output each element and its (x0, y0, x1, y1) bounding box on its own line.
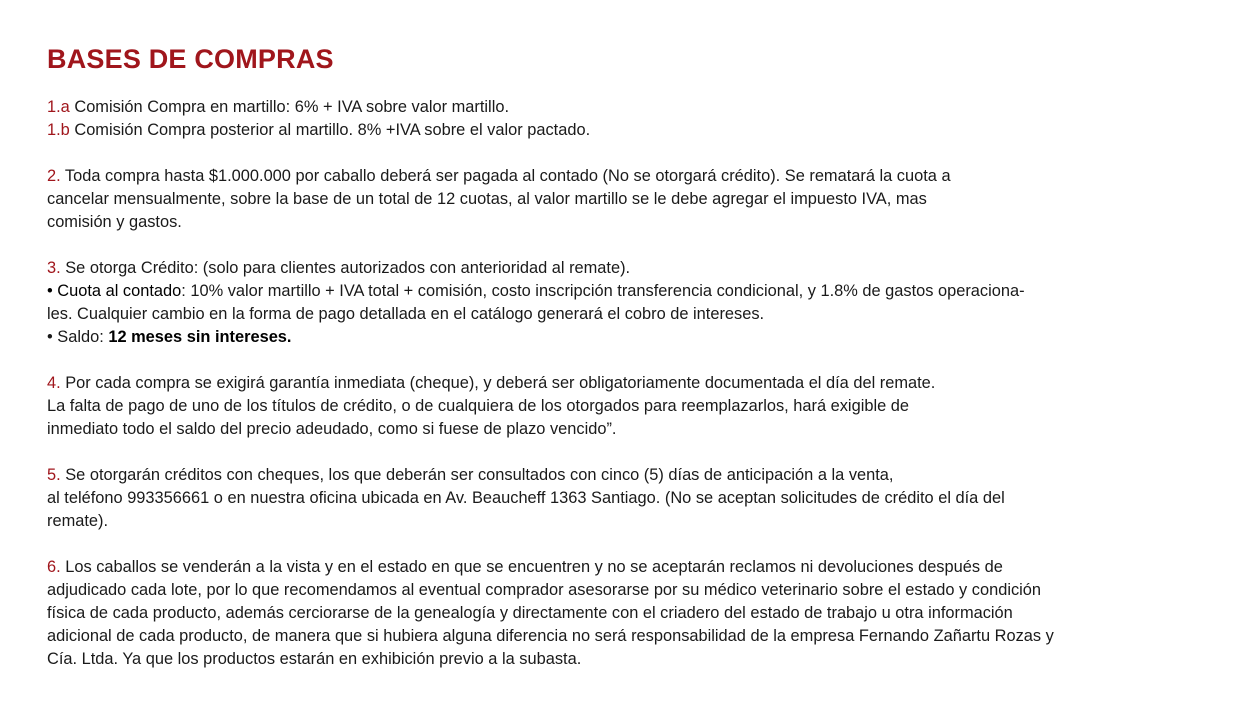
clause-number: 5. (47, 466, 61, 484)
clause-text: Comisión Compra posterior al martillo. 8% +IVA sobre el valor pactado. (69, 121, 591, 139)
clause-text: adjudicado cada lote, por lo que recomendamos al eventual comprador asesorarse por su médico veterinario sobre el estado y condición (47, 581, 1042, 599)
clause-text: Toda compra hasta $1.000.000 por caballo deberá ser pagada al contado (No se otorgará crédito). Se rematará la cuota a (60, 167, 951, 185)
clause-number: 3. (47, 259, 61, 277)
page-title: BASES DE COMPRAS (47, 44, 334, 74)
clause-text: inmediato todo el saldo del precio adeudado, como si fuese de plazo vencido”. (47, 420, 617, 438)
section-3 (47, 257, 1207, 349)
section-2 (47, 165, 1207, 234)
clause-text: al teléfono 993356661 o en nuestra oficina ubicada en Av. Beaucheff 1363 Santiago. (No se aceptan solicitudes de crédito el día del (47, 489, 1005, 507)
clause-number: 2. (47, 167, 61, 185)
clause-text: Comisión Compra en martillo: 6% + IVA sobre valor martillo. (69, 98, 510, 116)
clause-text: La falta de pago de uno de los títulos de crédito, o de cualquiera de los otorgados para reemplazarlos, hará exigible de (47, 397, 909, 415)
clause-1b (47, 119, 1207, 142)
bullet-saldo (47, 326, 1207, 349)
clause-text: Los caballos se venderán a la vista y en el estado en que se encuentren y no se aceptarán reclamos ni devoluciones después de (60, 558, 1003, 576)
clause-text: física de cada producto, además cerciorarse de la genealogía y directamente con el criadero del estado de trabajo u otra información (47, 604, 1013, 622)
clause-number: 1.b (47, 121, 70, 139)
clause-number: 4. (47, 374, 61, 392)
clause-text: : 10% valor martillo + IVA total + comisión, costo inscripción transferencia condicional, y 1.8% de gastos operaciona- (181, 282, 1025, 300)
section-4 (47, 372, 1207, 441)
clause-text: Se otorga Crédito: (solo para clientes autorizados con anterioridad al remate). (60, 259, 631, 277)
section-6 (47, 556, 1207, 671)
clause-text: Se otorgarán créditos con cheques, los que deberán ser consultados con cinco (5) días de anticipación a la venta, (60, 466, 894, 484)
bullet-highlight: 12 meses sin intereses. (108, 328, 292, 346)
section-5 (47, 464, 1207, 533)
clause-text: cancelar mensualmente, sobre la base de un total de 12 cuotas, al valor martillo se le debe agregar el impuesto IVA, mas (47, 190, 927, 208)
clause-text: les. Cualquier cambio en la forma de pago detallada en el catálogo generará el cobro de intereses. (47, 305, 765, 323)
clause-number: 1.a (47, 98, 70, 116)
clause-text: remate). (47, 512, 109, 530)
clause-text: Cía. Ltda. Ya que los productos estarán en exhibición previo a la subasta. (47, 650, 582, 668)
bullet-label: • Cuota al contado (47, 282, 182, 300)
section-1 (47, 96, 1207, 142)
clause-text: adicional de cada producto, de manera que si hubiera alguna diferencia no será responsabilidad de la empresa Fernando Zañartu Rozas y (47, 627, 1054, 645)
bullet-cuota-contado (47, 280, 1207, 303)
bullet-label: • Saldo: (47, 328, 109, 346)
clause-text: Por cada compra se exigirá garantía inmediata (cheque), y deberá ser obligatoriamente documentada el día del remate. (60, 374, 936, 392)
clause-1a (47, 96, 1207, 119)
document-page (47, 40, 1207, 671)
clause-number: 6. (47, 558, 61, 576)
clause-text: comisión y gastos. (47, 213, 182, 231)
